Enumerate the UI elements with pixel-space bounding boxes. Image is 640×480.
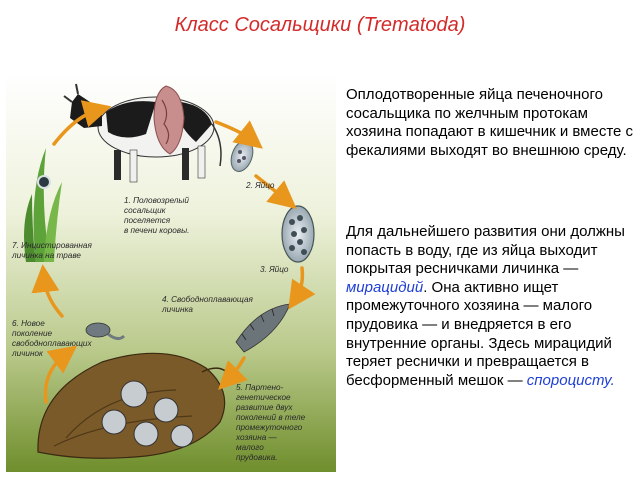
stage-label-5: 5. Партено- генетическое развитие двух поколений в теле промежуточного хозяина — малого прудовика. bbox=[236, 383, 306, 462]
term-miracidium: мирацидий bbox=[346, 278, 424, 296]
paragraph-eggs: Оплодотворенные яйца печеночного сосальщика по желчным протокам хозяина попадают в кишечник и вместе с фекалиями выходят во внешнюю среду. bbox=[346, 86, 634, 159]
paragraph-text: Для дальнейшего развития они должны попасть в воду, где из яйца выходит покрытая ресничками личинка — bbox=[346, 223, 625, 278]
slide-title: Класс Сосальщики (Trematoda) bbox=[174, 14, 466, 36]
stage-label-3: 3. Яйцо bbox=[260, 265, 289, 274]
paragraph-miracidium bbox=[346, 223, 634, 390]
stage-label-4: 4. Свободноплавающая личинка bbox=[162, 295, 253, 314]
stage-label-2: 2. Яйцо bbox=[246, 181, 275, 190]
paragraph-end: . bbox=[610, 371, 615, 389]
stage-label-1: 1. Половозрелый сосальщик поселяется в печени коровы. bbox=[124, 196, 190, 235]
stage-label-6: 6. Новое поколение свободноплавающих личинок bbox=[12, 319, 92, 358]
stage-label-7: 7. Инцистированная личинка на траве bbox=[12, 241, 92, 260]
egg-stage-3-illustration bbox=[282, 206, 314, 262]
term-sporocyst: спороцисту bbox=[526, 371, 611, 389]
paragraph-text: . Она активно ищет промежуточного хозяина — малого прудовика — и внедряется в его внутренние органы. Здесь мирацидий теряет реснички и превращается в бесформенный мешок — bbox=[346, 278, 612, 389]
life-cycle-diagram bbox=[6, 72, 336, 472]
